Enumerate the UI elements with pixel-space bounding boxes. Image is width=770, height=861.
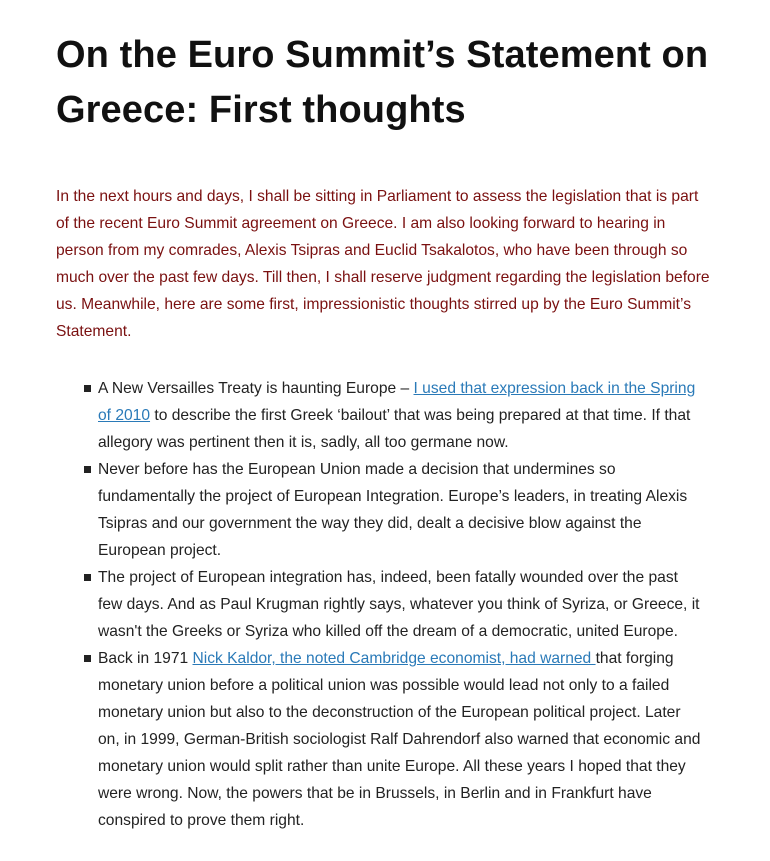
square-bullet-icon bbox=[84, 466, 91, 473]
square-bullet-icon bbox=[84, 574, 91, 581]
list-item bbox=[56, 375, 706, 456]
intro-paragraph: In the next hours and days, I shall be sitting in Parliament to assess the legislation that is part of the recent Euro Summit agreement on Greece. I am also looking forward to hearing in person from my comrades, Alexis Tsipras and Euclid Tsakalotos, who have been through so much over the past few days. Till then, I shall reserve judgment regarding the legislation before us. Meanwhile, here are some first, impressionistic thoughts stirred up by the Euro Summit’s Statement. bbox=[56, 188, 710, 340]
versailles-2010-link[interactable]: I used that expression back in the Spring of 2010 bbox=[98, 380, 696, 424]
list-item-text: The project of European integration has, indeed, been fatally wounded over the past few days. And as Paul Krugman rightly says, whatever you think of Syriza, or Greece, it wasn't the Greeks or Syriza who killed off the dream of a democratic, united Europe. bbox=[98, 569, 700, 640]
list-item bbox=[56, 564, 706, 645]
square-bullet-icon bbox=[84, 385, 91, 392]
list-item-text: A New Versailles Treaty is haunting Europe – bbox=[98, 380, 414, 397]
list-item bbox=[56, 645, 706, 834]
page-title: On the Euro Summit’s Statement on Greece: First thoughts bbox=[56, 34, 709, 131]
list-item bbox=[56, 456, 706, 564]
kaldor-link[interactable]: Nick Kaldor, the noted Cambridge economist, had warned bbox=[192, 650, 596, 667]
thoughts-list bbox=[56, 375, 716, 834]
list-item-text: to describe the first Greek ‘bailout’ that was being prepared at that time. If that allegory was pertinent then it is, sadly, all too germane now. bbox=[98, 407, 691, 451]
article bbox=[56, 28, 716, 834]
list-item-text: Never before has the European Union made a decision that undermines so fundamentally the project of European Integration. Europe’s leaders, in treating Alexis Tsipras and our government the way they did, dealt a decisive blow against the European project. bbox=[98, 461, 688, 559]
list-item-text: Back in 1971 bbox=[98, 650, 193, 667]
list-item-text: that forging monetary union before a political union was possible would lead not only to a failed monetary union but also to the deconstruction of the European political project. Later on, in 1999, German-British sociologist Ralf Dahrendorf also warned that economic and monetary union would split rather than unite Europe. All these years I hoped that they were wrong. Now, the powers that be in Brussels, in Berlin and in Frankfurt have conspired to prove them right. bbox=[98, 650, 701, 829]
square-bullet-icon bbox=[84, 655, 91, 662]
